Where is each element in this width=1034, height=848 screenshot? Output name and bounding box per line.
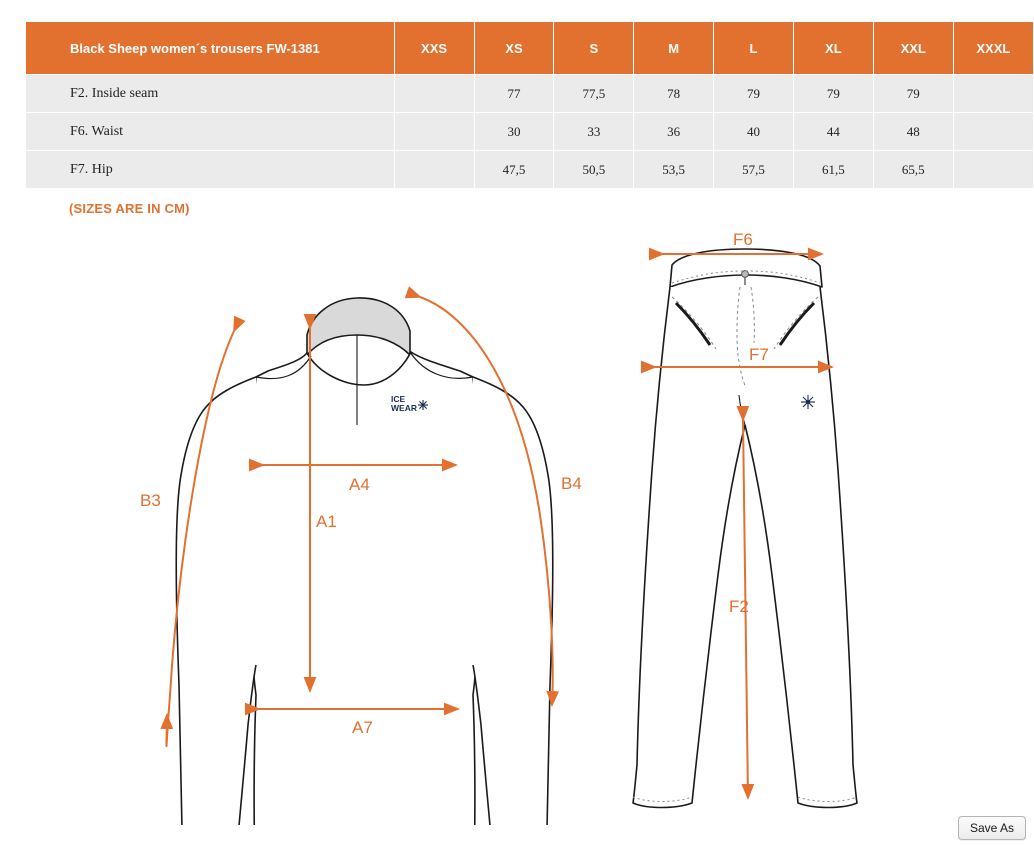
cell-waist-xxxl [953, 113, 1033, 151]
cell-waist-m: 36 [634, 113, 714, 151]
garment-diagram [0, 225, 1034, 825]
table-header-row [26, 22, 1034, 75]
label-b3: B3 [140, 491, 161, 510]
cell-inside-seam-xxs [394, 75, 474, 113]
row-label-inside-seam: F2. Inside seam [26, 75, 395, 113]
cell-hip-xl: 61,5 [793, 151, 873, 189]
cell-inside-seam-xl: 79 [793, 75, 873, 113]
snowflake-icon [418, 400, 428, 410]
cell-waist-xxl: 48 [873, 113, 953, 151]
snowflake-icon-trousers [801, 395, 815, 409]
cell-inside-seam-m: 78 [634, 75, 714, 113]
table-row [26, 113, 1034, 151]
label-f2: F2 [729, 597, 749, 616]
cell-waist-s: 33 [554, 113, 634, 151]
cell-hip-s: 50,5 [554, 151, 634, 189]
label-a7: A7 [352, 718, 373, 737]
column-header-xl: XL [793, 22, 873, 75]
cell-inside-seam-xs: 77 [474, 75, 554, 113]
table-title-cell: Black Sheep women´s trousers FW-1381 [26, 22, 395, 75]
column-header-xxl: XXL [873, 22, 953, 75]
cell-hip-xxxl [953, 151, 1033, 189]
column-header-s: S [554, 22, 634, 75]
cell-inside-seam-xxxl [953, 75, 1033, 113]
brand-line-2: WEAR [391, 403, 417, 413]
label-a4: A4 [349, 475, 370, 494]
cell-waist-l: 40 [714, 113, 794, 151]
table-body [26, 75, 1034, 189]
cell-hip-l: 57,5 [714, 151, 794, 189]
table-row [26, 75, 1034, 113]
cell-inside-seam-l: 79 [714, 75, 794, 113]
table-row [26, 151, 1034, 189]
cell-inside-seam-xxl: 79 [873, 75, 953, 113]
cell-waist-xs: 30 [474, 113, 554, 151]
units-note: (SIZES ARE IN CM) [69, 201, 190, 216]
cell-waist-xxs [394, 113, 474, 151]
cell-hip-xs: 47,5 [474, 151, 554, 189]
column-header-m: M [634, 22, 714, 75]
fleece-illustration [176, 298, 553, 825]
cell-hip-xxl: 65,5 [873, 151, 953, 189]
save-as-button[interactable]: Save As [958, 816, 1026, 840]
cell-inside-seam-s: 77,5 [554, 75, 634, 113]
cell-hip-m: 53,5 [634, 151, 714, 189]
cell-waist-xl: 44 [793, 113, 873, 151]
size-table [25, 21, 1034, 189]
cell-hip-xxs [394, 151, 474, 189]
row-label-waist: F6. Waist [26, 113, 395, 151]
column-header-l: L [714, 22, 794, 75]
row-label-hip: F7. Hip [26, 151, 395, 189]
label-f6: F6 [733, 230, 753, 249]
brand-line-1: ICE [391, 394, 406, 404]
label-b4: B4 [561, 474, 582, 493]
column-header-xs: XS [474, 22, 554, 75]
label-a1: A1 [316, 512, 337, 531]
table-header [26, 22, 1034, 75]
column-header-xxs: XXS [394, 22, 474, 75]
label-f7: F7 [749, 345, 769, 364]
column-header-xxxl: XXXL [953, 22, 1033, 75]
